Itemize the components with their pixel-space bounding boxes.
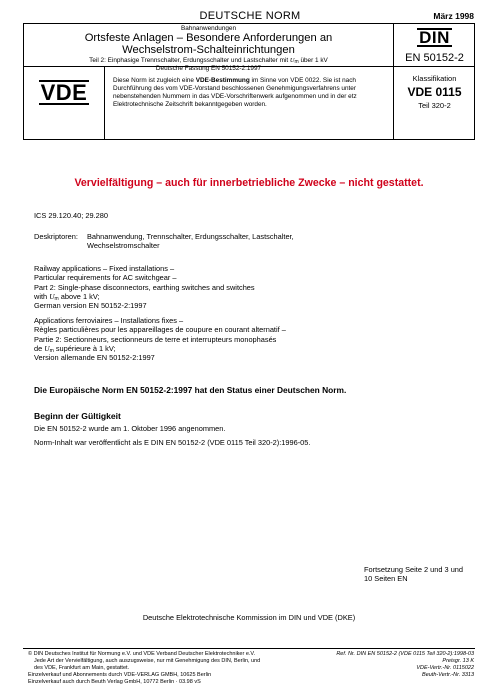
vde-logo: VDE bbox=[40, 80, 88, 105]
divider bbox=[104, 66, 105, 140]
vde-number: VDE 0115 bbox=[407, 85, 462, 99]
version-line: Deutsche Fassung EN 50152-2:1997 bbox=[155, 65, 262, 72]
footer-rule bbox=[23, 648, 475, 649]
status-statement: Die Europäische Norm EN 50152-2:1997 hat den Status einer Deutschen Norm. bbox=[34, 385, 347, 395]
vde-part: Teil 320-2 bbox=[418, 101, 451, 110]
din-logo: DIN bbox=[419, 28, 450, 47]
category-label: Bahnanwendungen bbox=[180, 25, 237, 32]
title-area bbox=[24, 24, 393, 73]
validity-text: Die EN 50152-2 wurde am 1. Oktober 1996 angenommen. Norm-Inhalt war veröffentlicht als E DIN EN 50152-2 (VDE 0115 Teil 320-2):1996-05. bbox=[34, 424, 311, 448]
document-title: Ortsfeste Anlagen – Besondere Anforderungen an Wechselstrom-Schalteinrichtungen bbox=[84, 32, 333, 56]
vde-notice: Diese Norm ist zugleich eine VDE-Bestimmung im Sinne von VDE 0022. Sie ist nach Durchführung des vom VDE-Vorstand beschlossenen Genehmigungsverfahrens unter nebenstehenden Nummern in das VDE-Vorschriftenwerk aufgenommen und in der etz Elektrotechnische Zeitschrift bekanntgegeben worden. bbox=[113, 77, 357, 108]
norm-type-heading: DEUTSCHE NORM bbox=[199, 10, 301, 22]
classification-label: Klassifikation bbox=[412, 74, 457, 83]
ics-code: ICS 29.120.40; 29.280 bbox=[34, 211, 108, 220]
commission-line: Deutsche Elektrotechnische Kommission im DIN und VDE (DKE) bbox=[142, 613, 356, 622]
english-title: Railway applications – Fixed installations – Particular requirements for AC switchgear – Part 2: Single-phase disconnectors, earthing switches and switches with $U_m$ above 1 kV; German version EN 50152-2:1997 bbox=[34, 264, 255, 311]
din-standard-number: EN 50152-2 bbox=[405, 52, 464, 64]
reproduction-warning: Vervielfältigung – auch für innerbetriebliche Zwecke – nicht gestattet. bbox=[74, 177, 424, 189]
part-title: Teil 2: Einphasige Trennschalter, Erdungsschalter und Lastschalter mit $U_m$ über 1 kV bbox=[89, 57, 328, 65]
reference-numbers: Ref. Nr. DIN EN 50152-2 (VDE 0115 Teil 320-2):1998-03 Preisgr. 13 K VDE-Vertr.-Nr. 0115022 Beuth-Vertr.-Nr. 3313 bbox=[336, 651, 474, 678]
copyright-notice: © DIN Deutsches Institut für Normung e.V. und VDE Verband Deutscher Elektrotechniker e.V. Jede Art der Vervielfältigung, auch auszugsweise, nur mit Genehmigung des DIN, Berlin, und des VDE, Frankfurt am Main, gestattet. Einzelverkauf und Abonnements durch VDE-VERLAG GMBH, 10625 Berlin Einzelverkauf auch durch Beuth Verlag GmbH, 10772 Berlin · 03.98 vS bbox=[28, 651, 261, 685]
validity-heading: Beginn der Gültigkeit bbox=[34, 411, 121, 421]
din-block bbox=[394, 24, 475, 64]
continuation-note: Fortsetzung Seite 2 und 3 und 10 Seiten EN bbox=[364, 565, 464, 584]
french-title: Applications ferroviaires – Installations fixes – Règles particulières pour les appareillages de coupure en courant alternatif – Partie 2: Sectionneurs, sectionneurs de terre et interrupteurs monophasés de $U_m$ supérieure à 1 kV; Version allemande EN 50152-2:1997 bbox=[34, 316, 286, 363]
descriptors: Deskriptoren: Bahnanwendung, Trennschalter, Erdungsschalter, Lastschalter, Wechselstromschalter bbox=[34, 232, 294, 251]
publication-date: März 1998 bbox=[433, 11, 474, 21]
descriptors-label: Deskriptoren: bbox=[34, 232, 78, 241]
classification-block bbox=[394, 74, 475, 110]
